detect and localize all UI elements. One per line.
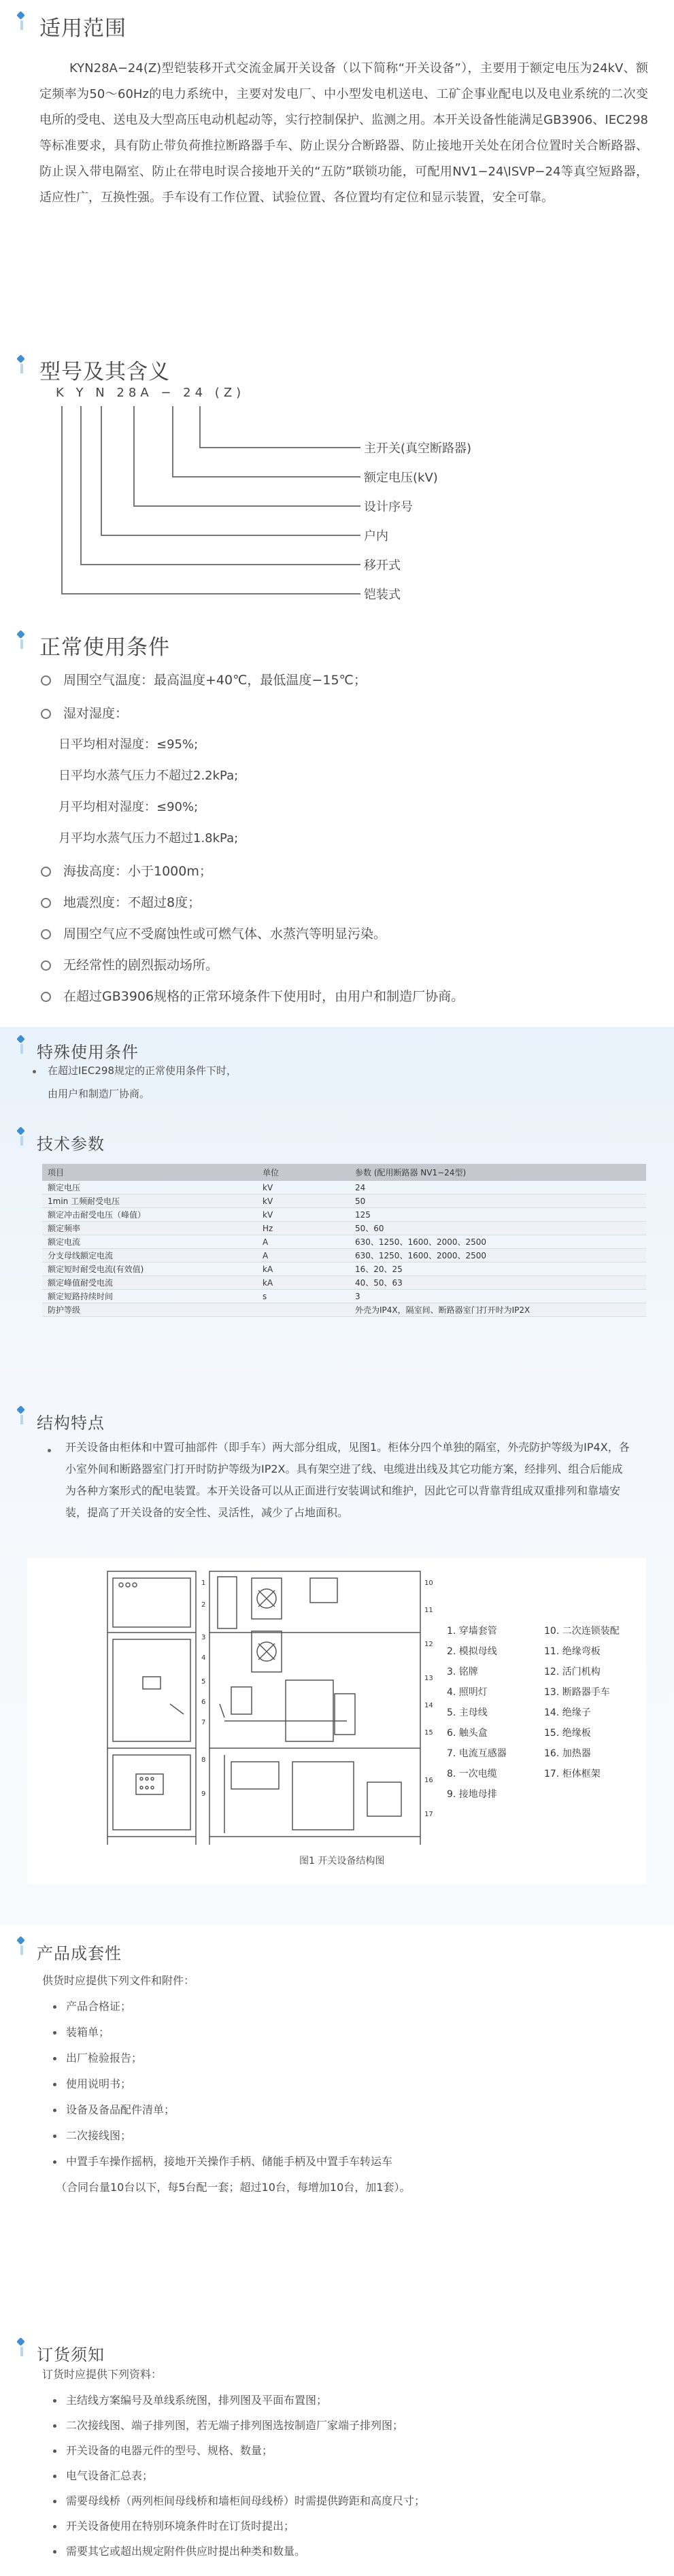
- table-cell: 额定频率: [42, 1222, 257, 1235]
- bullet-dot-icon: [53, 2057, 56, 2060]
- table-cell: 125: [350, 1208, 646, 1222]
- section-ordering: [0, 2326, 674, 2367]
- svg-text:12: 12: [424, 1641, 433, 1648]
- model-meaning: 额定电压(kV): [364, 471, 438, 485]
- heading-text: 结构特点: [37, 1414, 105, 1433]
- scope-paragraph: KYN28A−24(Z)型铠装移开式交流金属开关设备（以下简称“开关设备”），主要用于额定电压为24kV、额定频率为50～60Hz的电力系统中，主要对发电厂、中小型发电机送电、工矿企事业配电以及电业系统的二次变电所的受电、送电及大型高压电动机起动等，实行控制保护、监测之用。本开关设备性能满足GB3906、IEC298等标准要求，具有防止带负荷推拉断路器手车、防止误分合断路器、防止接地开关处在闭合位置时关合断路器、防止误入带电隔室、防止在带电时误合接地开关的“五防”联锁功能，可配用NV1−24\ISVP−24等真空短路器，适应性广，互换性强。手车设有工作位置、试验位置、各位置均有定位和显示装置，安全可靠。: [39, 61, 648, 205]
- svg-text:1: 1: [201, 1579, 206, 1587]
- heading-text: 产品成套性: [37, 1944, 122, 1963]
- special-line: 在超过IEC298规定的正常使用条件下时，: [48, 1065, 237, 1077]
- model-meaning: 户内: [364, 529, 388, 543]
- special-line: 由用户和制造厂协商。: [48, 1088, 150, 1100]
- circle-bullet-icon: [41, 867, 51, 877]
- table-row: [42, 1262, 646, 1276]
- legend-item: 7. 电流互感器: [447, 1748, 507, 1759]
- table-cell: A: [257, 1249, 350, 1262]
- circle-bullet-icon: [41, 992, 51, 1002]
- table-cell: kV: [257, 1194, 350, 1208]
- section-heading: [0, 344, 674, 384]
- legend-item: 8. 一次电缆: [447, 1769, 497, 1779]
- section-model: [0, 344, 674, 616]
- heading-text: 型号及其含义: [39, 360, 170, 384]
- table-header-row: [42, 1164, 646, 1181]
- products-intro: 供货时应提供下列文件和附件：: [42, 1974, 195, 1987]
- svg-text:17: 17: [424, 1811, 433, 1818]
- list-item: 设备及备品配件清单；: [53, 2101, 175, 2117]
- condition-item: 地震烈度：不超过8度；: [41, 892, 201, 911]
- table-row: [42, 1276, 646, 1290]
- circle-bullet-icon: [41, 960, 51, 971]
- section-heading: [0, 0, 674, 41]
- heading-marker-icon: [18, 12, 27, 30]
- bullet-dot-icon: [53, 2005, 56, 2009]
- table-cell: 防护等级: [42, 1303, 257, 1317]
- table-cell: 24: [350, 1181, 646, 1194]
- table-cell: 3: [350, 1290, 646, 1303]
- bullet-dot-icon: [33, 1070, 36, 1073]
- table-header: 参数 (配用断路器 NV1−24型): [350, 1164, 646, 1181]
- section-heading: [0, 1116, 674, 1156]
- model-meaning: 主开关(真空断路器): [364, 441, 472, 456]
- legend-item: 2. 模拟母线: [447, 1646, 497, 1657]
- legend-item: 16. 加热器: [544, 1748, 591, 1759]
- table-cell: Hz: [257, 1222, 350, 1235]
- list-item: 使用说明书；: [53, 2075, 131, 2091]
- svg-text:11: 11: [424, 1607, 433, 1614]
- heading-marker-icon: [18, 1036, 27, 1054]
- condition-item: 周围空气应不受腐蚀性或可燃气体、水蒸汽等明显污染。: [41, 924, 386, 942]
- section-structure: [0, 1394, 674, 1435]
- table-cell: 外壳为IP4X，隔室间、断路器室门打开时为IP2X: [350, 1303, 646, 1317]
- heading-marker-icon: [18, 631, 27, 649]
- bullet-dot-icon: [53, 2160, 56, 2164]
- section-heading: [0, 1925, 674, 1966]
- table-cell: 630、1250、1600、2000、2500: [350, 1249, 646, 1262]
- heading-marker-icon: [18, 356, 27, 373]
- list-item: 产品合格证；: [53, 1998, 131, 2013]
- figure-caption: 图1 开关设备结构图: [299, 1856, 385, 1867]
- heading-marker-icon: [18, 1937, 27, 1955]
- svg-text:6: 6: [201, 1699, 206, 1706]
- table-cell: 40、50、63: [350, 1276, 646, 1290]
- bullet-dot-icon: [53, 2475, 56, 2478]
- model-meaning: 移开式: [364, 558, 401, 573]
- table-header: 项目: [42, 1164, 257, 1181]
- heading-text: 适用范围: [39, 16, 127, 41]
- legend-item: 17. 柜体框架: [544, 1769, 601, 1779]
- bullet-dot-icon: [53, 2500, 56, 2503]
- table-header: 单位: [257, 1164, 350, 1181]
- table-row: [42, 1235, 646, 1249]
- condition-item: 在超过GB3906规格的正常环境条件下使用时，由用户和制造厂协商。: [41, 986, 464, 1005]
- table-cell: 额定峰值耐受电流: [42, 1276, 257, 1290]
- legend-item: 5. 主母线: [447, 1707, 488, 1718]
- bullet-dot-icon: [48, 1449, 51, 1452]
- table-cell: 16、20、25: [350, 1262, 646, 1276]
- heading-text: 正常使用条件: [39, 635, 170, 660]
- condition-item: 周围空气温度：最高温度+40℃，最低温度−15℃；: [41, 670, 367, 688]
- legend-item: 6. 触头盒: [447, 1728, 488, 1739]
- table-cell: [257, 1303, 350, 1317]
- section-products: [0, 1925, 674, 1966]
- table-cell: 额定电压: [42, 1181, 257, 1194]
- svg-text:7: 7: [201, 1719, 206, 1726]
- list-item: 需要母线桥（两列柜间母线桥和墙柜间母线桥）时需提供跨距和高度尺寸；: [53, 2492, 425, 2508]
- table-cell: 额定短路持续时间: [42, 1290, 257, 1303]
- table-row: [42, 1290, 646, 1303]
- table-row: [42, 1208, 646, 1222]
- section-conditions: [0, 619, 674, 1014]
- svg-text:13: 13: [424, 1675, 433, 1682]
- table-cell: 额定冲击耐受电压（峰值）: [42, 1208, 257, 1222]
- model-meaning: 铠装式: [364, 588, 401, 602]
- legend-item: 10. 二次连锁装配: [544, 1626, 620, 1637]
- svg-text:15: 15: [424, 1729, 433, 1737]
- table-row: [42, 1222, 646, 1235]
- bullet-dot-icon: [53, 2109, 56, 2112]
- bullet-dot-icon: [53, 2525, 56, 2528]
- table-cell: kV: [257, 1208, 350, 1222]
- table-cell: kA: [257, 1262, 350, 1276]
- condition-subitem: 月平均水蒸气压力不超过1.8kPa;: [58, 831, 239, 846]
- model-code: K Y N 28A − 24 (Z): [56, 386, 246, 400]
- legend-item: 9. 接地母排: [447, 1789, 497, 1800]
- list-item: 开关设备的电器元件的型号、规格、数量；: [53, 2442, 273, 2458]
- list-item: 中置手车操作摇柄，接地开关操作手柄、储能手柄及中置手车转运车: [53, 2153, 392, 2169]
- svg-text:8: 8: [201, 1756, 206, 1764]
- table-cell: A: [257, 1235, 350, 1249]
- circle-bullet-icon: [41, 898, 51, 908]
- tech-params-table: [42, 1164, 646, 1317]
- list-item: 二次接线图、端子排列图，若无端子排列图选按制造厂家端子排列图；: [53, 2417, 403, 2432]
- table-cell: 50、60: [350, 1222, 646, 1235]
- products-note: （合同台量10台以下，每5台配一套；超过10台，每增加10台，加1套）。: [56, 2181, 411, 2194]
- list-item: 出厂检验报告；: [53, 2050, 142, 2065]
- condition-item: 海拔高度：小于1000m；: [41, 861, 212, 880]
- bullet-dot-icon: [53, 2449, 56, 2453]
- bullet-dot-icon: [53, 2424, 56, 2428]
- legend-item: 15. 绝缘板: [544, 1728, 591, 1739]
- heading-text: 特殊使用条件: [37, 1043, 139, 1062]
- bullet-dot-icon: [53, 2031, 56, 2035]
- list-item: 电气设备汇总表；: [53, 2467, 153, 2483]
- table-cell: 额定电流: [42, 1235, 257, 1249]
- section-special: [0, 1024, 674, 1126]
- structure-paragraph: 开关设备由柜体和中置可抽部件（即手车）两大部分组成，见图1。柜体分四个单独的隔室，外壳防护等级为IP4X，各小室外间和断路器室门打开时防护等级为IP2X。具有架空进了线、电缆进出线及其它功能方案，经排列、组合后能成为各种方案形式的配电装置。本开关设备可以从正面进行安装调试和维护，因此它可以背靠背组成双重排列和靠墙安装，提高了开关设备的安全性、灵活性，减少了占地面积。: [65, 1441, 630, 1519]
- condition-subitem: 日平均相对湿度：≤95%;: [58, 737, 199, 752]
- legend-item: 12. 活门机构: [544, 1667, 601, 1677]
- table-cell: kA: [257, 1276, 350, 1290]
- condition-subitem: 月平均相对湿度：≤90%;: [58, 800, 199, 814]
- section-tech: [0, 1116, 674, 1156]
- table-row: [42, 1249, 646, 1262]
- section-heading: [0, 619, 674, 660]
- heading-text: 订货须知: [37, 2345, 105, 2364]
- condition-subitem: 日平均水蒸气压力不超过2.2kPa;: [58, 769, 239, 783]
- bullet-dot-icon: [53, 2135, 56, 2138]
- condition-item: 湿对湿度：: [41, 703, 128, 722]
- heading-marker-icon: [18, 2339, 27, 2356]
- structure-figure: [27, 1558, 646, 1884]
- svg-text:9: 9: [201, 1790, 206, 1798]
- table-cell: 50: [350, 1194, 646, 1208]
- circle-bullet-icon: [41, 929, 51, 939]
- ordering-intro: 订货时应提供下列资料：: [42, 2368, 163, 2381]
- svg-text:14: 14: [424, 1702, 433, 1709]
- section-heading: [0, 2326, 674, 2367]
- list-item: 装箱单；: [53, 2024, 109, 2039]
- table-cell: s: [257, 1290, 350, 1303]
- list-item: 开关设备使用在特别环境条件时在订货时提出；: [53, 2518, 294, 2533]
- heading-marker-icon: [18, 1407, 27, 1424]
- list-item: 主结线方案编号及单线系统图，排列图及平面布置图；: [53, 2392, 327, 2407]
- bullet-dot-icon: [53, 2083, 56, 2086]
- table-row: [42, 1194, 646, 1208]
- legend-item: 1. 穿墙套管: [447, 1626, 497, 1637]
- table-cell: kV: [257, 1181, 350, 1194]
- section-scope: [0, 0, 674, 205]
- legend-item: 14. 绝缘子: [544, 1707, 591, 1718]
- heading-marker-icon: [18, 1128, 27, 1145]
- table-cell: 1min 工频耐受电压: [42, 1194, 257, 1208]
- svg-text:5: 5: [201, 1678, 206, 1686]
- svg-text:10: 10: [424, 1579, 433, 1587]
- circle-bullet-icon: [41, 675, 51, 686]
- table-row: [42, 1303, 646, 1317]
- svg-text:16: 16: [424, 1777, 433, 1784]
- list-item: 二次接线图；: [53, 2127, 131, 2143]
- svg-text:3: 3: [201, 1634, 206, 1641]
- switchgear-drawing: [27, 1558, 646, 1884]
- table-cell: 额定短时耐受电流(有效值): [42, 1262, 257, 1276]
- bullet-dot-icon: [53, 2550, 56, 2554]
- section-heading: [0, 1394, 674, 1435]
- table-cell: 630、1250、1600、2000、2500: [350, 1235, 646, 1249]
- legend-item: 3. 铭牌: [447, 1667, 478, 1677]
- legend-item: 4. 照明灯: [447, 1687, 488, 1698]
- condition-item: 无经常性的剧烈振动场所。: [41, 955, 218, 973]
- svg-text:2: 2: [201, 1601, 206, 1609]
- table-cell: 分支母线额定电流: [42, 1249, 257, 1262]
- bullet-dot-icon: [53, 2399, 56, 2403]
- legend-item: 13. 断路器手车: [544, 1687, 610, 1698]
- legend-item: 11. 绝缘弯板: [544, 1646, 601, 1657]
- table-row: [42, 1181, 646, 1194]
- model-meaning: 设计序号: [364, 500, 413, 514]
- svg-text:4: 4: [201, 1654, 206, 1662]
- heading-text: 技术参数: [37, 1135, 105, 1154]
- circle-bullet-icon: [41, 709, 51, 719]
- section-heading: [0, 1024, 674, 1065]
- list-item: 需要其它或超出规定附件供应时提出种类和数量。: [53, 2543, 305, 2558]
